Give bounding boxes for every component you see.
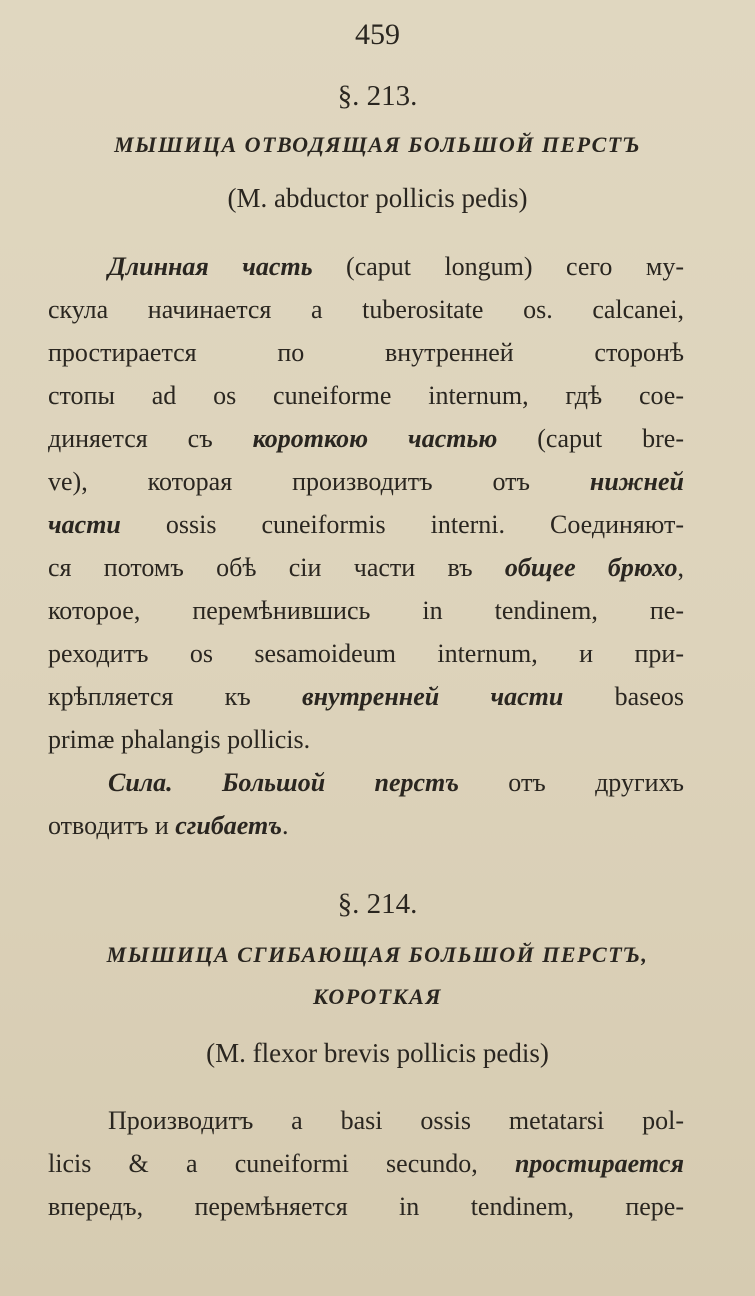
section-213-title: МЫШИЦА ОТВОДЯЩАЯ БОЛЬШОЙ ПЕРСТЪ [114, 132, 641, 157]
page-number: 459 [355, 18, 400, 51]
text-line: licis & a cuneiformi secundo, простирается [48, 1149, 684, 1178]
text-line: Производитъ a basi ossis metatarsi pol- [108, 1106, 684, 1135]
section-214-title: МЫШИЦА СГИБАЮЩАЯ БОЛЬШОЙ ПЕРСТЪ, [106, 942, 649, 967]
text-line: отводитъ и сгибаетъ. [48, 811, 289, 840]
text-line: крѣпляется къ внутренней части baseos [48, 682, 684, 711]
text-line: диняется съ короткою частью (caput bre- [48, 424, 684, 453]
section-214-title-line-2: КОРОТКАЯ [312, 984, 442, 1009]
section-214-latin-name: (M. flexor brevis pollicis pedis) [206, 1038, 549, 1068]
text-line: реходитъ os sesamoideum internum, и при- [48, 639, 684, 668]
text-line: primæ phalangis pollicis. [48, 725, 311, 754]
text-line: ve), которая производитъ отъ нижней [48, 467, 684, 496]
text-line: впередъ, перемѣняется in tendinem, пере- [48, 1192, 684, 1221]
text-line: части ossis cuneiformis interni. Соединяют- [48, 510, 684, 539]
text-line: простирается по внутренней сторонѣ [48, 338, 684, 367]
text-line: ся потомъ обѣ сіи части въ общее брюхо, [48, 553, 684, 582]
text-line: которое, перемѣнившись in tendinem, пе- [48, 596, 684, 625]
text-line: Длинная часть (caput longum) сего му- [108, 252, 684, 281]
section-213-mark: §. 213. [337, 80, 418, 112]
section-213-latin-name: (M. abductor pollicis pedis) [227, 183, 528, 213]
text-line: скула начинается a tuberositate os. calcanei, [48, 295, 684, 324]
text-line: стопы ad os cuneiforme internum, гдѣ сое- [48, 381, 684, 410]
text-line: Сила. Большой перстъ отъ другихъ [108, 768, 684, 797]
section-214-mark: §. 214. [337, 888, 418, 920]
